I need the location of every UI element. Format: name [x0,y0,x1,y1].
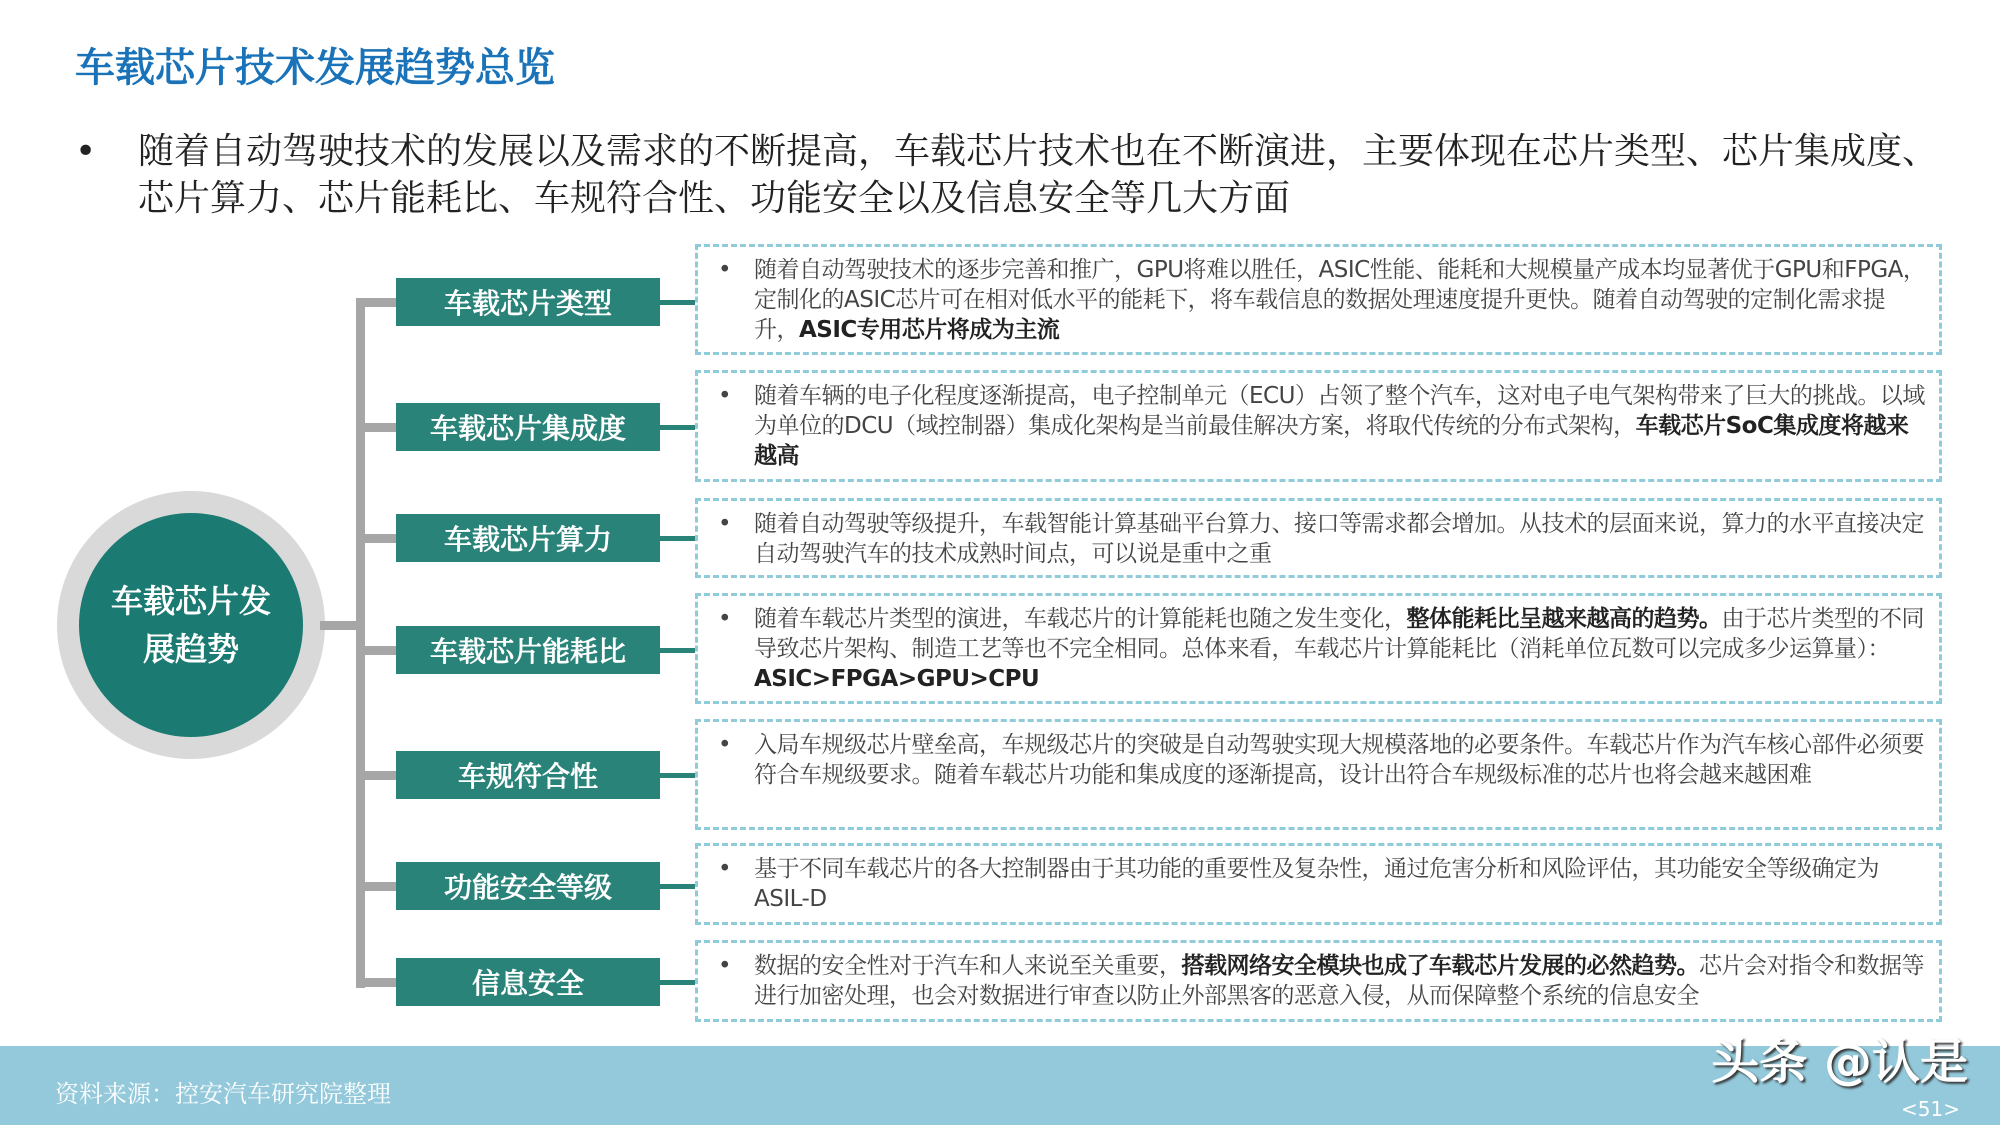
description-text: 基于不同车载芯片的各大控制器由于其功能的重要性及复杂性，通过危害分析和风险评估，其功能安全等级确定为ASIL-D [754,856,1879,912]
description-highlight: 车载芯片SoC集成度将越来越高 [754,413,1909,469]
bullet-icon: • [75,131,97,172]
description-text: 随着自动驾驶等级提升，车载智能计算基础平台算力、接口等需求都会增加。从技术的层面来说，算力的水平直接决定自动驾驶汽车的技术成熟时间点，可以说是重中之重 [754,511,1924,567]
description-highlight-2: ASIC>FPGA>GPU>CPU [754,666,1040,692]
center-node: 车载芯片发展趋势 [79,513,303,737]
label-connector [660,980,695,985]
bullet-icon: • [718,257,732,283]
description-text-continued: 芯片会对指令和数据等进行加密处理，也会对数据进行审查以防止外部黑客的恶意入侵，从而保障整个系统的信息安全 [754,953,1924,1009]
label-connector [660,648,695,653]
label-connector [660,425,695,430]
description-box [695,498,1942,578]
branch-line [356,771,396,780]
watermark: 头条 @认是 [1711,1034,1968,1090]
bullet-icon: • [718,606,732,632]
bullet-icon: • [718,732,732,758]
label-connector [660,884,695,889]
intro-text: 随着自动驾驶技术的发展以及需求的不断提高，车载芯片技术也在不断演进，主要体现在芯片类型、芯片集成度、芯片算力、芯片能耗比、车规符合性、功能安全以及信息安全等几大方面 [138,131,1939,219]
description-text: 随着自动驾驶技术的逐步完善和推广，GPU将难以胜任，ASIC性能、能耗和大规模量产成本均显著优于GPU和FPGA，定制化的ASIC芯片可在相对低水平的能耗下，将车载信息的数据处理速度提升更快。随着自动驾驶的定制化需求提升， [754,257,1926,343]
description-highlight: 搭载网络安全模块也成了车载芯片发展的必然趋势。 [1181,953,1699,979]
description-text-continued: 由于芯片类型的不同导致芯片架构、制造工艺等也不完全相同。总体来看，车载芯片计算能耗比（消耗单位瓦数可以完成多少运算量）： [754,606,1924,662]
description-highlight: ASIC专用芯片将成为主流 [799,317,1060,343]
bullet-icon: • [718,953,732,979]
category-label: 车载芯片集成度 [396,403,660,451]
page-title: 车载芯片技术发展趋势总览 [75,45,555,91]
branch-line [356,298,396,307]
connector-line [320,621,360,630]
branch-line [356,534,396,543]
description-text: 随着车辆的电子化程度逐渐提高，电子控制单元（ECU）占领了整个汽车，这对电子电气架构带来了巨大的挑战。以域为单位的DCU（域控制器）集成化架构是当前最佳解决方案，将取代传统的分布式架构， [754,383,1925,439]
branch-line [356,646,396,655]
label-connector [660,536,695,541]
category-label: 车载芯片类型 [396,278,660,326]
description-box [695,370,1942,482]
bullet-icon: • [718,511,732,537]
description-text: 数据的安全性对于汽车和人来说至关重要， [754,953,1182,979]
description-text: 入局车规级芯片壁垒高，车规级芯片的突破是自动驾驶实现大规模落地的必要条件。车载芯片作为汽车核心部件必须要符合车规级要求。随着车载芯片功能和集成度的逐渐提高，设计出符合车规级标准的芯片也将会越来越困难 [754,732,1924,788]
branch-line [356,882,396,891]
category-label: 信息安全 [396,958,660,1006]
category-label: 功能安全等级 [396,862,660,910]
bullet-icon: • [718,856,732,882]
label-connector [660,300,695,305]
description-box [695,843,1942,925]
description-box [695,593,1942,704]
description-text: 随着车载芯片类型的演进，车载芯片的计算能耗也随之发生变化， [754,606,1407,632]
intro-bullet [75,128,1955,222]
branch-line [356,423,396,432]
branch-line [356,978,396,987]
label-connector [660,773,695,778]
description-highlight: 整体能耗比呈越来越高的趋势。 [1406,606,1722,632]
source-note: 资料来源：控安汽车研究院整理 [55,1080,391,1108]
category-label: 车规符合性 [396,751,660,799]
description-box [695,940,1942,1022]
bullet-icon: • [718,383,732,409]
category-label: 车载芯片能耗比 [396,626,660,674]
category-label: 车载芯片算力 [396,514,660,562]
description-box [695,244,1942,355]
description-box [695,719,1942,830]
page-number: <51> [1901,1097,1960,1121]
